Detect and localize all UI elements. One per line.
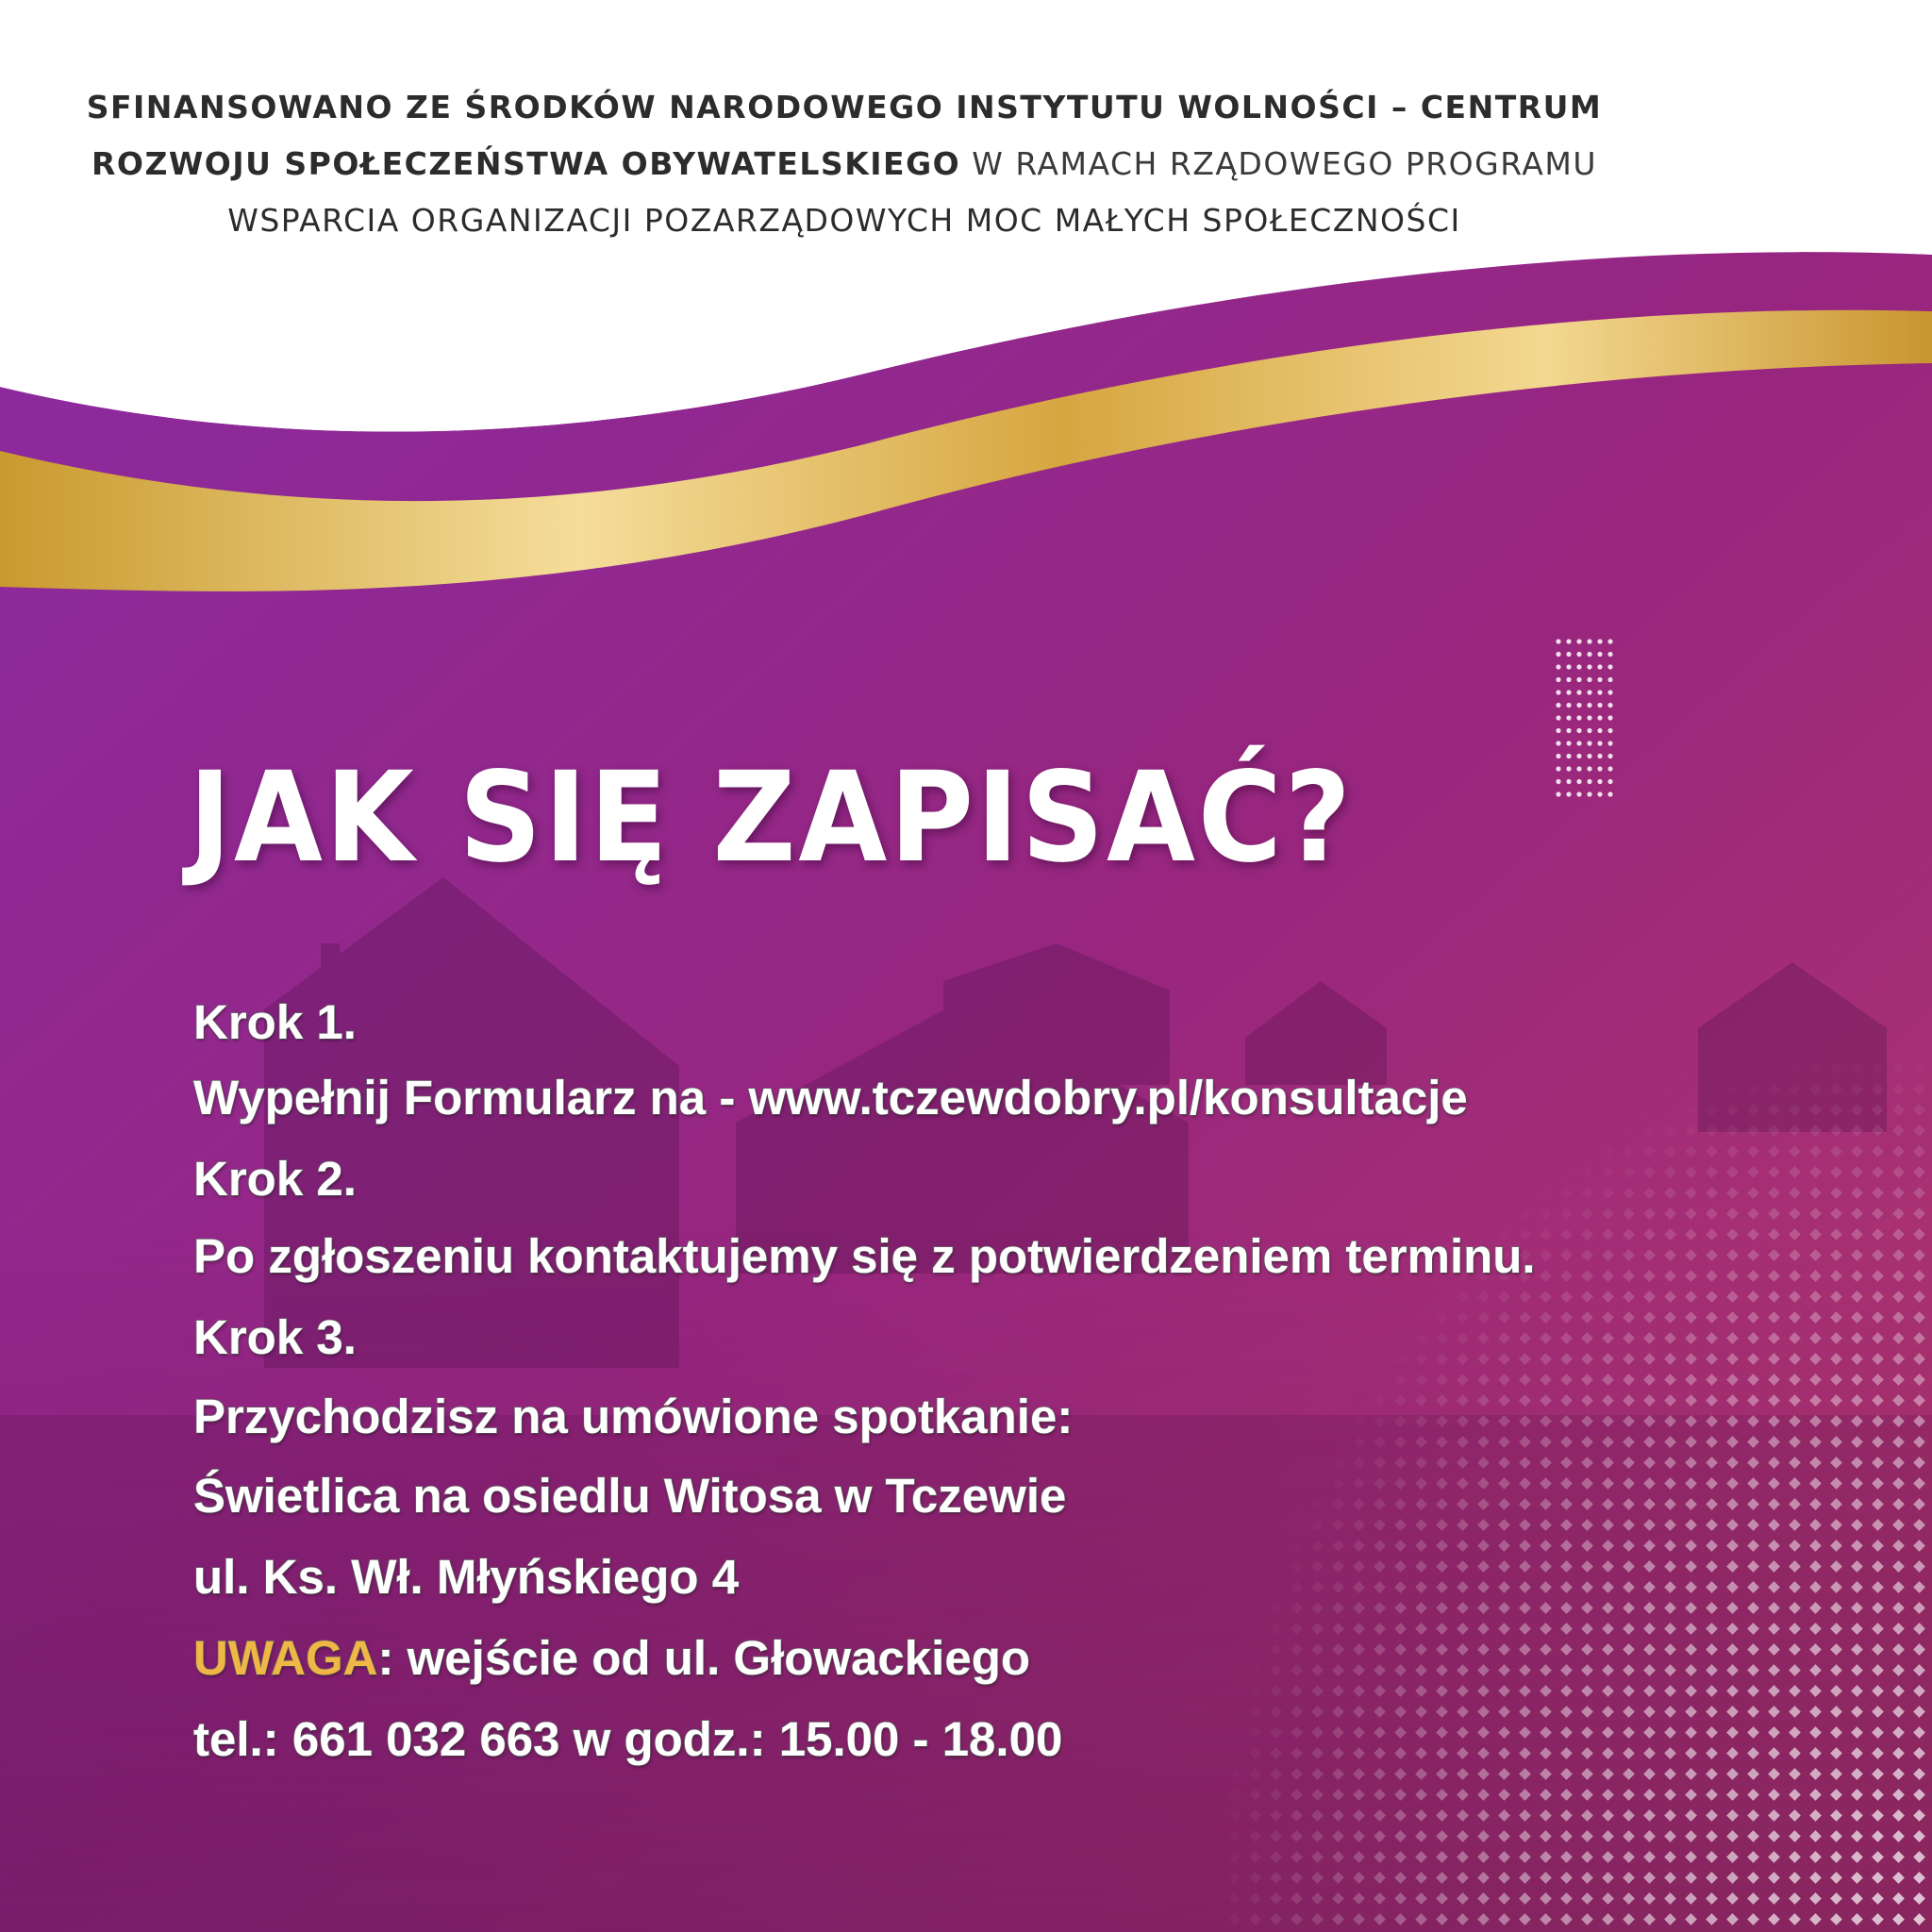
grid-dot [1597,664,1602,669]
grid-dot [1566,754,1571,758]
funding-line-3: WSPARCIA ORGANIZACJI POZARZĄDOWYCH MOC MAŁYCH SPOŁECZNOŚCI [227,202,1461,239]
grid-dot [1607,779,1612,784]
step1-text: Wypełnij Formularz na - www.tczewdobry.pl/konsultacje [193,1071,1468,1124]
grid-dot [1566,741,1571,745]
grid-dot [1587,677,1591,682]
grid-dot [1566,652,1571,657]
grid-dot [1597,791,1602,796]
grid-dot [1607,766,1612,771]
grid-dot [1566,664,1571,669]
grid-dot [1566,690,1571,694]
funding-line-2 [0,136,1689,192]
address: ul. Ks. Wł. Młyńskiego 4 [193,1550,740,1604]
step2-text: Po zgłoszeniu kontaktujemy się z potwierdzeniem terminu. [193,1229,1536,1283]
grid-dot [1576,690,1581,694]
funding-line-2-bold: ROZWOJU SPOŁECZEŃSTWA OBYWATELSKIEGO [91,145,961,182]
grid-dot [1597,728,1602,733]
grid-dot [1576,703,1581,708]
grid-dot [1556,779,1560,784]
grid-dot [1597,754,1602,758]
phone: tel.: 661 032 663 w godz.: 15.00 - 18.00 [193,1712,1063,1766]
grid-dot [1587,791,1591,796]
grid-dot [1556,741,1560,745]
venue: Świetlica na osiedlu Witosa w Tczewie [193,1469,1067,1523]
grid-dot [1566,677,1571,682]
grid-dot [1587,690,1591,694]
grid-dot [1576,741,1581,745]
grid-dot [1587,652,1591,657]
step2-label: Krok 2. [193,1152,357,1206]
grid-dot [1587,728,1591,733]
grid-dot [1597,766,1602,771]
grid-dot [1587,779,1591,784]
grid-dot [1576,677,1581,682]
grid-dot [1607,677,1612,682]
grid-dot [1587,639,1591,643]
grid-dot [1576,728,1581,733]
grid-dot [1597,677,1602,682]
grid-dot [1576,652,1581,657]
grid-dot [1587,766,1591,771]
grid-dot [1556,791,1560,796]
notice-text: : wejście od ul. Głowackiego [377,1631,1030,1685]
grid-dot [1597,639,1602,643]
grid-dot [1556,728,1560,733]
grid-dot [1607,741,1612,745]
grid-dot [1566,791,1571,796]
grid-dot [1597,779,1602,784]
grid-dot [1607,715,1612,720]
grid-dot [1597,690,1602,694]
grid-dot [1607,791,1612,796]
grid-dot [1556,639,1560,643]
headline: JAK SIĘ ZAPISAĆ? [189,745,1354,891]
grid-dot [1576,639,1581,643]
notice-label: UWAGA [193,1631,378,1685]
grid-dot [1587,715,1591,720]
grid-dot [1576,766,1581,771]
grid-dot [1576,754,1581,758]
notice [193,1630,1030,1686]
grid-dot [1597,715,1602,720]
grid-dot [1576,664,1581,669]
grid-dot [1597,703,1602,708]
grid-dot [1556,677,1560,682]
grid-dot [1556,690,1560,694]
grid-dot [1597,741,1602,745]
step3-label: Krok 3. [193,1310,357,1364]
funding-line-2-regular: W RAMACH RZĄDOWEGO PROGRAMU [960,145,1598,182]
grid-dot [1556,703,1560,708]
grid-dot [1587,754,1591,758]
grid-dot [1587,741,1591,745]
funding-line-1: SFINANSOWANO ZE ŚRODKÓW NARODOWEGO INSTYTUTU WOLNOŚCI – CENTRUM [86,89,1603,125]
grid-dot [1587,664,1591,669]
grid-dot [1556,754,1560,758]
grid-dot [1607,754,1612,758]
grid-dot [1607,664,1612,669]
grid-dot [1556,664,1560,669]
grid-dot [1566,766,1571,771]
grid-dot [1607,639,1612,643]
grid-dot [1576,791,1581,796]
grid-dot [1556,715,1560,720]
step3-text: Przychodzisz na umówione spotkanie: [193,1390,1074,1443]
grid-dot [1576,715,1581,720]
grid-dot [1607,690,1612,694]
grid-dot [1566,728,1571,733]
grid-dot [1566,703,1571,708]
grid-dot [1556,652,1560,657]
grid-dot [1607,728,1612,733]
grid-dot [1566,639,1571,643]
grid-dot [1556,766,1560,771]
grid-dot [1597,652,1602,657]
grid-dot [1607,703,1612,708]
grid-dot [1566,715,1571,720]
step1-label: Krok 1. [193,995,357,1049]
grid-dot [1607,652,1612,657]
grid-dot [1576,779,1581,784]
grid-dot [1587,703,1591,708]
grid-dot [1566,779,1571,784]
